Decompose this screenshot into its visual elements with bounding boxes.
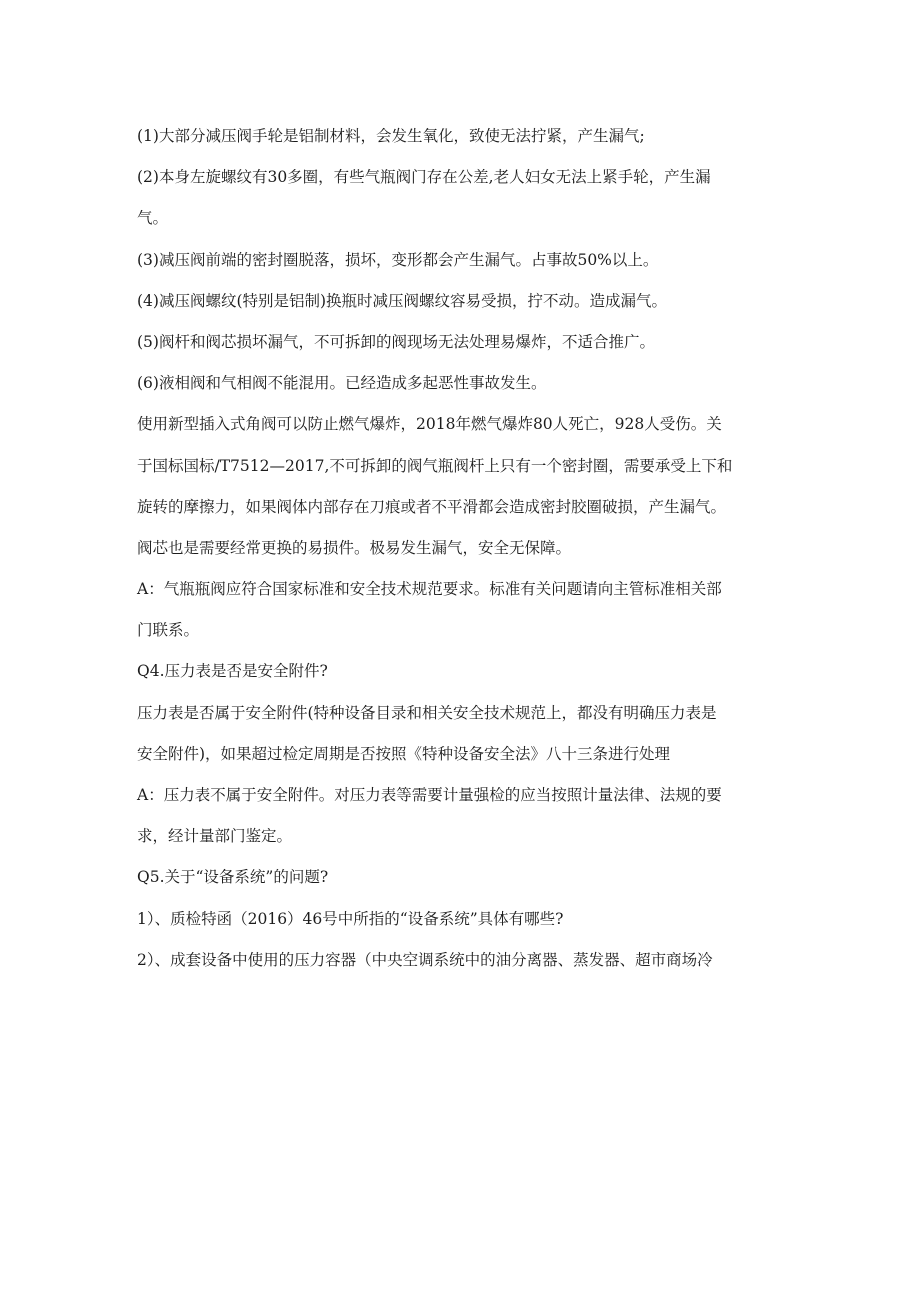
- answer-line-3: A：压力表不属于安全附件。对压力表等需要计量强检的应当按照计量法律、法规的要: [137, 786, 722, 804]
- document-body: [137, 122, 802, 987]
- paragraph-line-9: 于国标国标/T7512—2017,不可拆卸的阀气瓶阀杆上只有一个密封圈，需要承受上下和: [137, 456, 733, 475]
- sub-question-1: 1）、质检特函（2016）46号中所指的“设备系统”具体有哪些?: [137, 909, 564, 928]
- question-heading-q4: Q4.压力表是否是安全附件?: [137, 662, 328, 681]
- paragraph-line-2: (2)本身左旋螺纹有30多圈，有些气瓶阀门存在公差,老人妇女无法上紧手轮，产生漏: [137, 168, 711, 187]
- paragraph-line-7: (6)液相阀和气相阀不能混用。已经造成多起恶性事故发生。: [137, 374, 547, 393]
- paragraph-line-6: (5)阀杆和阀芯损坏漏气，不可拆卸的阀现场无法处理易爆炸，不适合推广。: [137, 332, 655, 351]
- question-line-2: 安全附件)，如果超过检定周期是否按照《特种设备安全法》八十三条进行处理: [137, 744, 671, 763]
- answer-line-2: 门联系。: [137, 621, 200, 640]
- paragraph-line-10: 旋转的摩擦力，如果阀体内部存在刀痕或者不平滑都会造成密封胶圈破损，产生漏气。: [137, 497, 727, 516]
- paragraph-line-1: (1)大部分减压阀手轮是铝制材料，会发生氧化，致使无法拧紧，产生漏气;: [137, 127, 645, 145]
- question-line-1: 压力表是否属于安全附件(特种设备目录和相关安全技术规范上，都没有明确压力表是: [137, 703, 717, 722]
- paragraph-line-4: (3)减压阀前端的密封圈脱落，损坏，变形都会产生漏气。占事故50%以上。: [137, 250, 659, 269]
- question-heading-q5: Q5.关于“设备系统”的问题?: [137, 868, 329, 887]
- paragraph-line-3: 气。: [137, 209, 169, 228]
- paragraph-line-8: 使用新型插入式角阀可以防止燃气爆炸，2018年燃气爆炸80人死亡，928人受伤。关: [137, 415, 722, 434]
- paragraph-line-5: (4)减压阀螺纹(特别是铝制)换瓶时减压阀螺纹容易受损，拧不动。造成漏气。: [137, 291, 668, 310]
- answer-line-4: 求，经计量部门鉴定。: [137, 827, 293, 846]
- answer-line-1: A：气瓶瓶阀应符合国家标准和安全技术规范要求。标准有关问题请向主管标准相关部: [137, 580, 722, 599]
- paragraph-line-11: 阀芯也是需要经常更换的易损件。极易发生漏气，安全无保障。: [137, 538, 572, 557]
- sub-question-2: 2）、成套设备中使用的压力容器（中央空调系统中的油分离器、蒸发器、超市商场冷: [137, 950, 713, 969]
